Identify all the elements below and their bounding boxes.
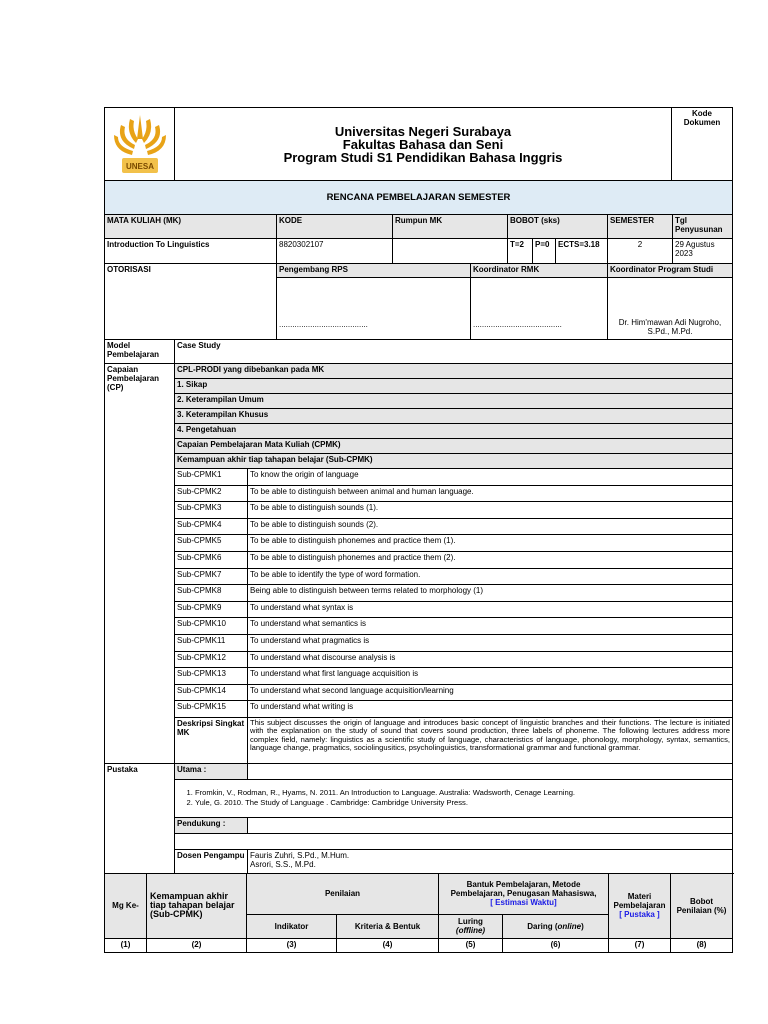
estimasi-text: [ Estimasi Waktu]	[490, 898, 557, 908]
col-number: (3)	[247, 938, 337, 952]
sub-cpmk-text: To understand what first language acquisition is	[248, 668, 733, 685]
bobot-ects: ECTS=3.18	[556, 239, 608, 264]
col-number: (8)	[671, 938, 733, 952]
sub-cpmk-code: Sub-CPMK14	[175, 684, 248, 701]
bantuk-text: Bantuk Pembelajaran, Metode Pembelajaran, Penugasan Mahasiswa,	[450, 880, 597, 899]
sub-cpmk-text: To understand what semantics is	[248, 618, 733, 635]
tgl-label: Tgl Penyusunan	[673, 215, 733, 239]
dosen-names	[248, 849, 733, 873]
sub-cpmk-text: Being able to distinguish between terms related to morphology (1)	[248, 585, 733, 602]
luring-text: Luring	[458, 917, 483, 927]
sub-cpmk-text: To be able to distinguish sounds (1).	[248, 502, 733, 519]
mg-ke-header: Mg Ke-	[105, 873, 147, 938]
kemampuan-header: Kemampuan akhir tiap tahapan belajar (Sub-CPMK)	[147, 873, 247, 938]
sub-cpmk-code: Sub-CPMK7	[175, 568, 248, 585]
online-text: online	[557, 921, 582, 931]
koordinator-prodi-label: Koordinator Program Studi	[608, 264, 733, 278]
col-number: (4)	[337, 938, 439, 952]
col-number: (6)	[503, 938, 609, 952]
sub-cpmk-code: Sub-CPMK11	[175, 634, 248, 651]
rps-title: RENCANA PEMBELAJARAN SEMESTER	[105, 181, 733, 215]
unesa-logo-icon	[108, 109, 172, 177]
kriteria-header: Kriteria & Bentuk	[337, 914, 439, 938]
otorisasi-label: OTORISASI	[105, 264, 277, 340]
ket-umum-heading: 2. Keterampilan Umum	[175, 394, 733, 409]
pendukung-label: Pendukung :	[175, 817, 248, 833]
sub-cpmk-code: Sub-CPMK12	[175, 651, 248, 668]
kode-label: KODE	[277, 215, 393, 239]
svg-text:UNESA: UNESA	[125, 162, 154, 171]
daring-close: )	[581, 921, 584, 931]
sub-cpmk-code: Sub-CPMK15	[175, 701, 248, 718]
offline-text: (offline)	[455, 926, 486, 936]
schedule-header-table	[104, 873, 733, 953]
col-number: (7)	[609, 938, 671, 952]
sub-cpmk-text: To be able to distinguish phonemes and practice them (1).	[248, 535, 733, 552]
sub-cpmk-text: To know the origin of language	[248, 469, 733, 486]
sub-cpmk-text: To understand what syntax is	[248, 601, 733, 618]
sub-cpmk-code: Sub-CPMK5	[175, 535, 248, 552]
document-header	[104, 107, 733, 215]
koordinator-prodi-name: Dr. Him'mawan Adi Nugroho, S.Pd., M.Pd.	[608, 278, 733, 340]
rumpun-label: Rumpun MK	[393, 215, 508, 239]
pendukung-spacer	[248, 817, 733, 833]
kode-value: 8820302107	[277, 239, 393, 264]
cp-label: Capaian Pembelajaran (CP)	[105, 364, 175, 764]
sub-cpmk-text: To understand what second language acquisition/learning	[248, 684, 733, 701]
pengembang-label: Pengembang RPS	[277, 264, 471, 278]
mata-kuliah-value: Introduction To Linguistics	[105, 239, 277, 264]
materi-text: Materi Pembelajaran	[613, 892, 666, 911]
cpmk-heading: Capaian Pembelajaran Mata Kuliah (CPMK)	[175, 439, 733, 454]
indikator-header: Indikator	[247, 914, 337, 938]
rps-document	[104, 107, 732, 953]
sub-cpmk-text: To understand what pragmatics is	[248, 634, 733, 651]
sub-cpmk-code: Sub-CPMK1	[175, 469, 248, 486]
pustaka-label: Pustaka	[105, 763, 175, 873]
utama-spacer	[248, 763, 733, 779]
sikap-heading: 1. Sikap	[175, 379, 733, 394]
dosen-name: Fauris Zuhri, S.Pd., M.Hum.	[250, 850, 350, 860]
tgl-value: 29 Agustus 2023	[673, 239, 733, 264]
rumpun-value	[393, 239, 508, 264]
koordinator-rmk-signature: ........................................	[471, 278, 608, 340]
col-number: (5)	[439, 938, 503, 952]
semester-value: 2	[608, 239, 673, 264]
pendukung-content	[175, 833, 733, 849]
penilaian-header: Penilaian	[247, 873, 439, 914]
university-name: Universitas Negeri Surabaya	[334, 123, 512, 139]
reference-item: 2. Yule, G. 2010. The Study of Language . Cambridge: Cambridge University Press.	[195, 798, 730, 808]
program-name: Program Studi S1 Pendidikan Bahasa Inggris	[283, 149, 563, 165]
semester-label: SEMESTER	[608, 215, 673, 239]
cp-table	[104, 339, 733, 874]
dosen-label: Dosen Pengampu	[175, 849, 248, 873]
bantuk-header	[439, 873, 609, 914]
pengembang-signature: ........................................	[277, 278, 471, 340]
pustaka-ref-text: [ Pustaka ]	[619, 910, 660, 920]
deskripsi-text: This subject discusses the origin of language and introduces basic concept of linguistic branches and their functions. The lecture is initiated with the explanation on the study of sound that covers sound production, three labels of phoneme. The following lectures address more complex field, namely: linguistics as a scientific study of language, characteristics of language, phonology, morphology, syntax, semantics, language change, pragmatics, sociolingusitics, psycholinguistics, transformational grammar and functional grammar.	[248, 717, 733, 763]
bobot-label: BOBOT (sks)	[508, 215, 608, 239]
sub-cpmk-code: Sub-CPMK6	[175, 551, 248, 568]
model-label: Model Pembelajaran	[105, 340, 175, 364]
sub-cpmk-code: Sub-CPMK9	[175, 601, 248, 618]
sub-cpmk-code: Sub-CPMK2	[175, 485, 248, 502]
utama-label: Utama :	[175, 763, 248, 779]
daring-header	[503, 914, 609, 938]
col-number: (1)	[105, 938, 147, 952]
faculty-name: Fakultas Bahasa dan Seni	[342, 136, 504, 152]
reference-item: 1. Fromkin, V., Rodman, R., Hyams, N. 2011. An Introduction to Language. Australia: Wadsworth, Cenage Learning.	[195, 788, 730, 798]
sub-cpmk-code: Sub-CPMK10	[175, 618, 248, 635]
col-number: (2)	[147, 938, 247, 952]
daring-text: Daring (	[527, 921, 558, 931]
sub-cpmk-text: To be able to distinguish phonemes and practice them (2).	[248, 551, 733, 568]
sub-cpmk-code: Sub-CPMK8	[175, 585, 248, 602]
sub-cpmk-text: To be able to identify the type of word formation.	[248, 568, 733, 585]
luring-header	[439, 914, 503, 938]
otorisasi-table	[104, 263, 733, 340]
unesa-logo	[105, 108, 175, 181]
bobot-t: T=2	[508, 239, 533, 264]
deskripsi-label: Deskripsi Singkat MK	[175, 717, 248, 763]
sub-cpmk-code: Sub-CPMK13	[175, 668, 248, 685]
sub-cpmk-text: To understand what discourse analysis is	[248, 651, 733, 668]
koordinator-rmk-label: Koordinator RMK	[471, 264, 608, 278]
ket-khusus-heading: 3. Keterampilan Khusus	[175, 409, 733, 424]
bobot-header: Bobot Penilaian (%)	[671, 873, 733, 938]
sub-cpmk-heading: Kemampuan akhir tiap tahapan belajar (Sub-CPMK)	[175, 454, 733, 469]
bobot-p: P=0	[533, 239, 556, 264]
sub-cpmk-text: To be able to distinguish between animal and human language.	[248, 485, 733, 502]
kode-dokumen: Kode Dokumen	[672, 108, 733, 181]
sub-cpmk-text: To understand what writing is	[248, 701, 733, 718]
pengetahuan-heading: 4. Pengetahuan	[175, 424, 733, 439]
utama-list-cell	[175, 779, 733, 817]
materi-header	[609, 873, 671, 938]
model-value: Case Study	[175, 340, 733, 364]
mata-kuliah-label: MATA KULIAH (MK)	[105, 215, 277, 239]
dosen-name: Asrori, S.S., M.Pd.	[250, 859, 316, 869]
institution-title	[175, 108, 672, 181]
course-info-table	[104, 214, 733, 264]
sub-cpmk-code: Sub-CPMK3	[175, 502, 248, 519]
utama-list	[177, 788, 730, 808]
cpl-prodi-heading: CPL-PRODI yang dibebankan pada MK	[175, 364, 733, 379]
sub-cpmk-text: To be able to distinguish sounds (2).	[248, 518, 733, 535]
sub-cpmk-code: Sub-CPMK4	[175, 518, 248, 535]
